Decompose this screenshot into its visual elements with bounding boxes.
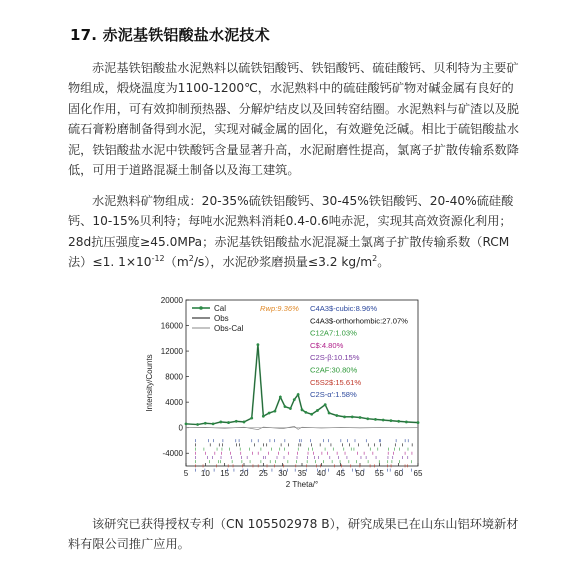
x-tick-label: 45 <box>336 469 346 478</box>
legend-cal-label: Cal <box>214 304 227 313</box>
y-tick-label: 16000 <box>160 321 183 331</box>
xrd-figure <box>140 294 440 502</box>
cal-point <box>262 415 265 418</box>
y-tick-label: 4000 <box>165 398 183 408</box>
cal-point <box>304 411 307 414</box>
legend-diff-label: Obs-Cal <box>214 324 244 333</box>
phase-label: C2S-β:10.15% <box>310 353 360 363</box>
phase-label: C4A3$-orthorhombic:27.07% <box>310 316 408 326</box>
phase-label: C4A3$-cubic:8.96% <box>310 304 378 313</box>
cal-point <box>219 421 222 424</box>
cal-point <box>343 415 346 418</box>
y-tick-label: 0 <box>178 423 183 433</box>
x-tick-label: 30 <box>278 469 288 478</box>
cal-point <box>204 422 207 425</box>
x-tick-label: 20 <box>239 469 249 478</box>
cal-point <box>297 393 300 396</box>
x-tick-label: 55 <box>374 469 384 478</box>
y-tick-label: -4000 <box>162 449 183 459</box>
x-tick-label: 50 <box>355 469 365 478</box>
x-tick-label: 65 <box>413 469 423 478</box>
y-tick-label: 12000 <box>160 347 183 357</box>
phase-label: C2S-α':1.58% <box>310 390 357 400</box>
x-axis-label: 2 Theta/° <box>285 480 319 489</box>
cal-point <box>293 398 296 401</box>
cal-point <box>196 423 199 426</box>
exponent-2a: 2 <box>188 254 194 264</box>
cal-point <box>328 412 331 415</box>
cal-point <box>366 417 369 420</box>
x-tick-label: 60 <box>394 469 404 478</box>
section-title: 17. 赤泥基铁铝酸盐水泥技术 <box>70 26 270 44</box>
cal-point <box>227 421 230 424</box>
cal-point <box>351 415 354 418</box>
cal-point <box>250 417 253 420</box>
cal-point <box>284 405 287 408</box>
cal-point <box>310 413 313 416</box>
legend-obs-label: Obs <box>214 314 229 323</box>
cal-point <box>382 419 385 422</box>
y-axis-label: Intensity/Counts <box>145 354 154 412</box>
xrd-chart <box>140 294 440 502</box>
cal-point <box>243 421 246 424</box>
cal-point <box>268 412 271 415</box>
phase-label: C$:4.80% <box>310 340 344 350</box>
paragraph-closing: 该研究已获得授权专利（CN 105502978 B），研究成果已在山东山铝环境新材料有限公司推广应用。 <box>68 517 519 552</box>
cal-point <box>359 416 362 419</box>
cal-point <box>235 420 238 423</box>
cal-point <box>374 418 377 421</box>
cal-point <box>316 409 319 412</box>
cal-point <box>289 407 292 410</box>
y-tick-label: 20000 <box>160 296 183 305</box>
x-tick-label: 35 <box>297 469 307 478</box>
x-tick-label: 10 <box>200 469 210 478</box>
composition-text-a: 水泥熟料矿物组成：20-35%硫铁铝酸钙、30-45%铁铝酸钙、20-40%硫硅酸钙、10-15%贝利特；每吨水泥熟料消耗0.4-0.6吨赤泥，实现其高效资源化利用；28d抗压强度≥45.0MPa；赤泥基铁铝酸盐水泥混凝土氯离子扩散传输系数（RCM法）≤1. 1×10 <box>68 194 514 270</box>
composition-text-b: （m <box>164 255 189 270</box>
phase-label: C2AF:30.80% <box>310 365 358 375</box>
cal-point <box>212 422 215 425</box>
cal-point <box>279 396 282 399</box>
x-tick-label: 40 <box>316 469 326 478</box>
paragraph-composition <box>68 191 522 273</box>
x-tick-label: 15 <box>220 469 230 478</box>
rwp-label: Rwp:9.36% <box>260 304 299 313</box>
paragraph-intro: 赤泥基铁铝酸盐水泥熟料以硫铁铝酸钙、铁铝酸钙、硫硅酸钙、贝利特为主要矿物组成，煅烧温度为1100-1200℃，水泥熟料中的硫硅酸钙矿物对碱金属有良好的固化作用，可有效抑制预热器、分解炉结皮以及回转窑结圈。水泥熟料与矿渣以及脱硫石膏粉磨制备得到水泥，实现对碱金属的固化，有效避免泛碱。相比于硫铝酸盐水泥，铁铝酸盐水泥中铁酸钙含量显著升高，水泥耐磨性提高，氯离子扩散传输系数降低，可用于道路混凝土制备以及海工建筑。 <box>68 61 519 178</box>
cal-point <box>324 403 327 406</box>
exponent-neg12: -12 <box>151 254 165 264</box>
composition-text-d: 。 <box>377 255 390 270</box>
phase-label: C12A7:1.03% <box>310 328 357 338</box>
cal-point <box>390 419 393 422</box>
legend-cal-marker <box>199 306 203 310</box>
composition-text-c: /s），水泥砂浆磨损量≤3.2 kg/m <box>193 255 373 270</box>
y-tick-label: 8000 <box>165 372 183 382</box>
cal-point <box>185 422 188 425</box>
phase-label: C5S2$:15.61% <box>310 377 362 387</box>
x-tick-label: 25 <box>258 469 268 478</box>
cal-point <box>335 414 338 417</box>
cal-point <box>257 343 260 346</box>
cal-point <box>417 421 420 424</box>
exponent-2b: 2 <box>372 254 378 264</box>
x-tick-label: 5 <box>183 469 189 478</box>
cal-point <box>301 408 304 411</box>
cal-point <box>397 420 400 423</box>
cal-point <box>274 410 277 413</box>
cal-point <box>405 421 408 424</box>
